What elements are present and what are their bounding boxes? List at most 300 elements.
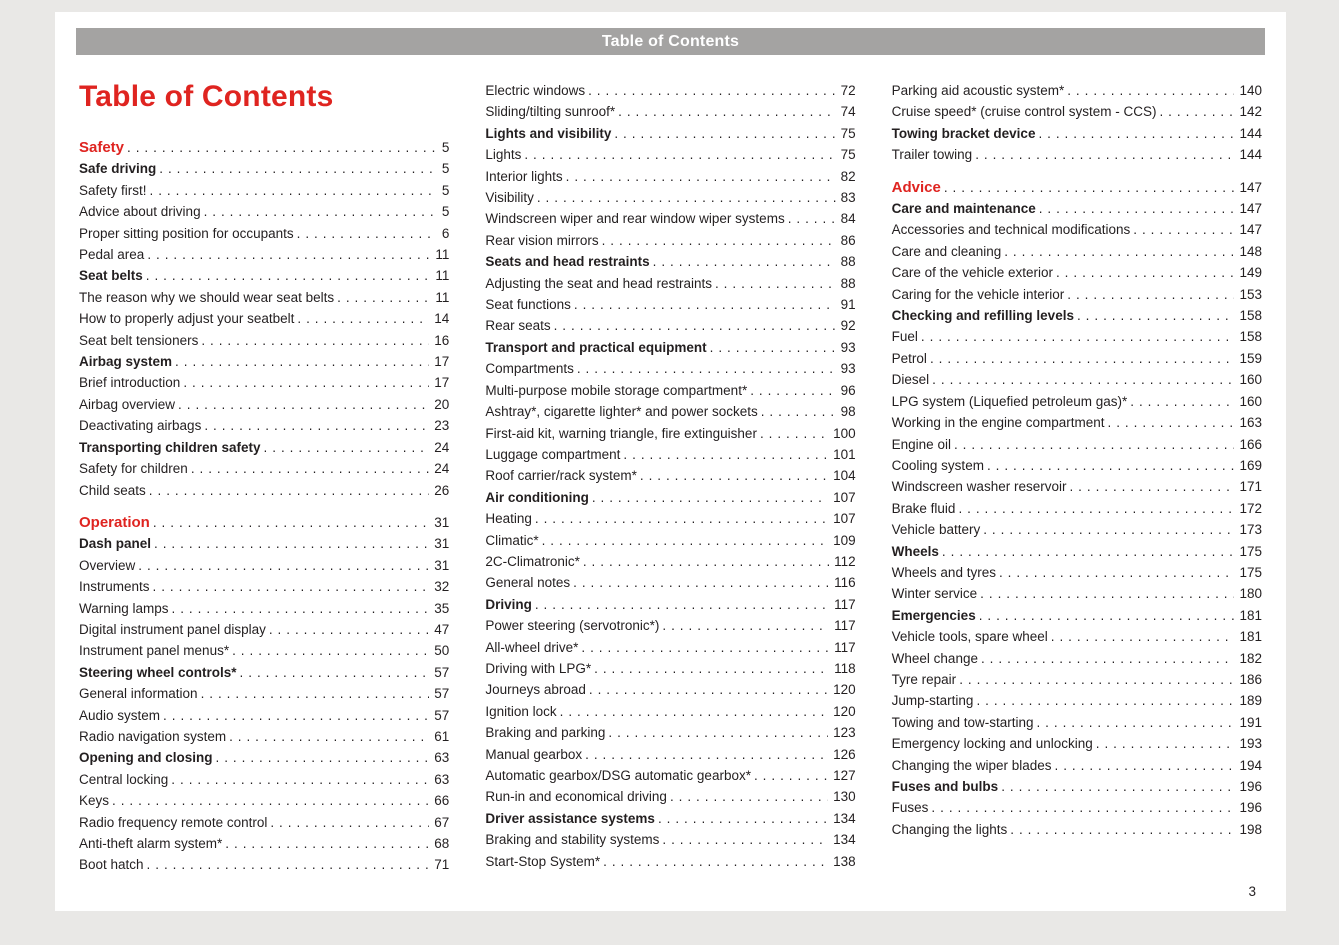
toc-entry-label: Seats and head restraints <box>485 254 650 270</box>
toc-entry-page: 32 <box>434 579 450 595</box>
dot-leader <box>618 101 835 122</box>
dot-leader <box>658 808 828 829</box>
toc-entry-row <box>892 369 1262 390</box>
toc-entry-row <box>79 747 449 768</box>
toc-entry-row <box>79 480 449 501</box>
dot-leader <box>183 372 429 393</box>
toc-entry-label: Cooling system <box>891 457 984 473</box>
toc-entry-label: Instrument panel menus* <box>79 643 230 659</box>
dot-leader <box>1010 819 1234 840</box>
toc-entry-row <box>79 180 449 201</box>
toc-entry-page: 91 <box>840 297 856 313</box>
dot-leader <box>623 444 828 465</box>
dot-leader <box>750 380 835 401</box>
toc-entry-row <box>892 797 1262 818</box>
toc-entry-row <box>892 262 1262 283</box>
document-page <box>55 12 1286 911</box>
toc-entry-label: Boot hatch <box>79 857 144 873</box>
toc-entry-row <box>79 533 449 554</box>
toc-entry-label: LPG system (Liquefied petroleum gas)* <box>891 393 1128 409</box>
toc-entry-row <box>79 598 449 619</box>
toc-column <box>485 80 855 876</box>
toc-entry-page: 181 <box>1239 629 1262 645</box>
toc-entry-row <box>485 701 855 722</box>
toc-entry-label: Keys <box>79 793 110 809</box>
toc-entry-page: 169 <box>1239 457 1262 473</box>
toc-entry-page: 11 <box>435 289 450 305</box>
toc-entry-label: Seat belt tensioners <box>79 332 199 348</box>
toc-entry-page: 63 <box>434 750 450 766</box>
toc-entry-label: Central locking <box>79 771 169 787</box>
toc-entry-row <box>79 833 449 854</box>
toc-entry-page: 118 <box>834 660 856 676</box>
toc-entry-row <box>892 348 1262 369</box>
toc-entry-row <box>485 208 855 229</box>
toc-entry-row <box>79 330 449 351</box>
dot-leader <box>153 512 429 533</box>
toc-column <box>892 80 1262 876</box>
toc-entry-row <box>485 423 855 444</box>
toc-entry-page: 75 <box>840 147 856 163</box>
toc-entry-page: 5 <box>441 140 450 155</box>
dot-leader <box>975 144 1234 165</box>
dot-leader <box>976 690 1234 711</box>
toc-entry-label: Windscreen wiper and rear window wiper systems <box>485 211 785 227</box>
toc-entry-label: Brake fluid <box>891 500 956 516</box>
dot-leader <box>592 487 828 508</box>
toc-entry-row <box>892 434 1262 455</box>
toc-entry-row <box>485 80 855 101</box>
dot-leader <box>204 415 429 436</box>
toc-entry-label: Towing bracket device <box>891 125 1036 141</box>
toc-entry-page: 107 <box>833 511 856 527</box>
toc-entry-row <box>892 541 1262 562</box>
toc-entry-label: Care and maintenance <box>891 201 1036 217</box>
toc-entry-row <box>79 372 449 393</box>
toc-entry-label: Changing the wiper blades <box>891 757 1052 773</box>
toc-entry-label: Dash panel <box>79 536 152 552</box>
toc-entry-row <box>485 380 855 401</box>
toc-entry-page: 172 <box>1239 500 1262 516</box>
dot-leader <box>147 244 430 265</box>
toc-entry-row <box>485 315 855 336</box>
toc-entry-label: The reason why we should wear seat belts <box>79 289 335 305</box>
toc-entry-row <box>485 658 855 679</box>
toc-entry-row <box>892 755 1262 776</box>
toc-entry-page: 127 <box>833 768 856 783</box>
toc-entry-page: 186 <box>1239 671 1262 687</box>
toc-entry-row <box>892 219 1262 240</box>
dot-leader <box>535 594 829 615</box>
toc-entry-page: 138 <box>833 853 856 869</box>
dot-leader <box>1038 123 1234 144</box>
toc-section-row <box>79 137 449 158</box>
toc-entry-label: Wheels <box>891 543 939 559</box>
toc-entry-page: 196 <box>1239 800 1262 816</box>
dot-leader <box>653 251 836 272</box>
toc-entry-page: 16 <box>434 332 450 348</box>
toc-entry-row <box>892 455 1262 476</box>
toc-entry-page: 88 <box>840 254 856 270</box>
toc-entry-page: 116 <box>834 575 856 591</box>
toc-entry-page: 196 <box>1239 779 1262 794</box>
toc-entry-row <box>79 458 449 479</box>
toc-entry-row <box>485 551 855 572</box>
toc-entry-label: Steering wheel controls* <box>79 664 237 680</box>
toc-entry-page: 140 <box>1239 83 1262 98</box>
dot-leader <box>1133 219 1234 240</box>
toc-entry-label: Pedal area <box>79 247 145 263</box>
dot-leader <box>931 797 1234 818</box>
page-title: Table of Contents <box>79 80 334 113</box>
toc-entry-page: 24 <box>434 461 450 477</box>
dot-leader <box>535 508 828 529</box>
toc-entry-row <box>892 198 1262 219</box>
toc-entry-page: 144 <box>1239 147 1262 163</box>
toc-entry-row <box>485 294 855 315</box>
toc-entry-label: 2C-Climatronic* <box>485 553 580 569</box>
dot-leader <box>524 144 835 165</box>
toc-entry-label: Tyre repair <box>891 671 957 687</box>
toc-entry-label: General information <box>79 686 198 702</box>
toc-entry-label: Deactivating airbags <box>79 418 202 434</box>
toc-entry-row <box>79 437 449 458</box>
toc-entry-label: Towing and tow-starting <box>891 714 1034 730</box>
toc-entry-row <box>485 508 855 529</box>
toc-entry-label: Roof carrier/rack system* <box>485 468 637 484</box>
toc-entry-page: 160 <box>1239 372 1262 388</box>
toc-entry-page: 173 <box>1239 522 1262 538</box>
dot-leader <box>147 854 430 875</box>
toc-entry-row <box>485 572 855 593</box>
toc-entry-row <box>485 594 855 615</box>
toc-entry-row <box>79 415 449 436</box>
dot-leader <box>958 498 1234 519</box>
dot-leader <box>297 308 429 329</box>
toc-entry-row <box>892 583 1262 604</box>
toc-entry-page: 5 <box>441 182 450 198</box>
toc-entry-label: Checking and refilling levels <box>891 308 1074 324</box>
toc-entry-label: Emergencies <box>891 607 976 623</box>
dot-leader <box>1130 391 1234 412</box>
toc-entry-row <box>79 576 449 597</box>
toc-entry-page: 47 <box>434 621 450 637</box>
toc-entry-label: First-aid kit, warning triangle, fire extinguisher <box>485 425 757 441</box>
toc-entry-page: 189 <box>1239 693 1262 709</box>
toc-entry-label: Brief introduction <box>79 375 181 391</box>
toc-entry-page: 134 <box>833 810 856 826</box>
toc-entry-label: Opening and closing <box>79 750 213 766</box>
dot-leader <box>163 705 429 726</box>
toc-entry-page: 117 <box>834 618 856 634</box>
toc-entry-label: Fuses and bulbs <box>891 779 999 794</box>
toc-entry-label: Braking and stability systems <box>485 832 660 848</box>
toc-entry-page: 31 <box>434 557 450 573</box>
toc-entry-label: General notes <box>485 575 571 591</box>
toc-entry-page: 6 <box>441 225 450 241</box>
page-header-bar <box>76 28 1265 55</box>
dot-leader <box>662 829 828 850</box>
toc-entry-page: 100 <box>833 425 856 441</box>
toc-entry-page: 159 <box>1239 350 1262 366</box>
toc-entry-row <box>79 265 449 286</box>
toc-entry-page: 5 <box>441 204 450 220</box>
dot-leader <box>154 533 429 554</box>
toc-entry-page: 67 <box>434 814 450 830</box>
toc-section-row <box>892 177 1262 198</box>
toc-entry-row <box>79 555 449 576</box>
toc-entry-label: Petrol <box>891 350 927 366</box>
toc-entry-page: 134 <box>833 832 856 848</box>
toc-entry-page: 158 <box>1239 308 1262 324</box>
dot-leader <box>1159 101 1234 122</box>
toc-entry-label: Operation <box>79 513 150 531</box>
toc-entry-page: 50 <box>434 643 450 659</box>
toc-entry-label: Transporting children safety <box>79 439 261 455</box>
toc-entry-page: 120 <box>833 703 856 719</box>
toc-entry-row <box>79 640 449 661</box>
toc-entry-label: Compartments <box>485 361 574 377</box>
dot-leader <box>537 187 836 208</box>
toc-entry-page: 5 <box>441 161 450 177</box>
dot-leader <box>942 541 1235 562</box>
toc-entry-label: Adjusting the seat and head restraints <box>485 275 712 291</box>
header-title: Table of Contents <box>601 32 740 50</box>
dot-leader <box>566 166 836 187</box>
dot-leader <box>159 158 437 179</box>
toc-entry-page: 23 <box>434 418 450 434</box>
toc-entry-label: Sliding/tilting sunroof* <box>485 104 616 120</box>
toc-entry-page: 126 <box>833 746 856 762</box>
dot-leader <box>760 423 828 444</box>
dot-leader <box>589 679 828 700</box>
toc-entry-row <box>892 776 1262 797</box>
dot-leader <box>232 640 429 661</box>
toc-entry-row <box>79 244 449 265</box>
toc-entry-label: Transport and practical equipment <box>485 339 707 355</box>
toc-entry-page: 130 <box>833 789 856 805</box>
dot-leader <box>191 458 429 479</box>
toc-entry-page: 171 <box>1239 479 1262 495</box>
toc-entry-row <box>485 637 855 658</box>
dot-leader <box>201 683 430 704</box>
toc-entry-page: 66 <box>434 793 450 809</box>
toc-entry-row <box>79 705 449 726</box>
toc-entry-page: 17 <box>434 354 450 370</box>
dot-leader <box>788 208 836 229</box>
toc-entry-page: 24 <box>434 439 450 455</box>
dot-leader <box>583 551 829 572</box>
toc-entry-row <box>892 305 1262 326</box>
dot-leader <box>138 555 429 576</box>
toc-entry-page: 198 <box>1239 821 1262 837</box>
dot-leader <box>959 669 1234 690</box>
toc-entry-row <box>79 769 449 790</box>
toc-entry-row <box>892 326 1262 347</box>
toc-entry-row <box>79 223 449 244</box>
toc-entry-label: Working in the engine compartment <box>891 415 1105 431</box>
dot-leader <box>201 330 429 351</box>
toc-entry-row <box>892 519 1262 540</box>
toc-entry-label: Safety first! <box>79 182 147 198</box>
toc-entry-page: 153 <box>1239 286 1262 302</box>
toc-entry-page: 31 <box>434 536 450 552</box>
toc-entry-page: 144 <box>1239 125 1262 141</box>
toc-entry-page: 93 <box>840 339 856 355</box>
toc-entry-label: Care of the vehicle exterior <box>891 265 1053 281</box>
toc-entry-row <box>892 498 1262 519</box>
toc-entry-row <box>79 201 449 222</box>
toc-entry-label: Diesel <box>891 372 930 388</box>
toc-entry-row <box>79 812 449 833</box>
toc-entry-page: 104 <box>833 468 856 484</box>
toc-entry-row <box>485 487 855 508</box>
toc-entry-page: 31 <box>434 514 450 530</box>
toc-entry-row <box>892 80 1262 101</box>
toc-entry-row <box>485 679 855 700</box>
dot-leader <box>710 337 836 358</box>
toc-entry-row <box>485 615 855 636</box>
toc-entry-page: 147 <box>1239 179 1262 195</box>
dot-leader <box>1055 755 1235 776</box>
toc-entry-label: Emergency locking and unlocking <box>891 736 1093 752</box>
dot-leader <box>149 480 430 501</box>
toc-entry-page: 120 <box>833 682 856 698</box>
dot-leader <box>1004 241 1234 262</box>
dot-leader <box>1108 412 1235 433</box>
toc-entry-page: 163 <box>1239 415 1262 431</box>
toc-entry-page: 26 <box>434 482 450 498</box>
toc-entry-label: Proper sitting position for occupants <box>79 225 294 241</box>
toc-entry-label: Radio navigation system <box>79 728 227 744</box>
dot-leader <box>581 637 829 658</box>
toc-entry-row <box>892 144 1262 165</box>
toc-entry-page: 88 <box>840 275 856 291</box>
toc-entry-label: Airbag system <box>79 354 173 370</box>
dot-leader <box>980 583 1234 604</box>
toc-entry-row <box>892 690 1262 711</box>
toc-entry-label: Driving <box>485 596 532 612</box>
toc-entry-label: Instruments <box>79 579 150 595</box>
toc-entry-row <box>485 530 855 551</box>
toc-entry-row <box>892 712 1262 733</box>
toc-entry-row <box>79 287 449 308</box>
toc-entry-row <box>892 562 1262 583</box>
toc-entry-page: 57 <box>434 686 450 702</box>
toc-entry-label: Manual gearbox <box>485 746 583 762</box>
toc-entry-row <box>79 619 449 640</box>
toc-entry-label: Advice about driving <box>79 204 201 220</box>
toc-entry-page: 123 <box>833 725 856 741</box>
toc-entry-page: 57 <box>434 707 450 723</box>
toc-entry-label: Vehicle tools, spare wheel <box>891 629 1048 645</box>
toc-entry-label: Overview <box>79 557 136 573</box>
toc-entry-row <box>485 829 855 850</box>
toc-entry-row <box>892 669 1262 690</box>
toc-entry-page: 83 <box>840 190 856 206</box>
toc-entry-label: Climatic* <box>485 532 539 548</box>
toc-entry-row <box>892 101 1262 122</box>
toc-entry-label: Driver assistance systems <box>485 810 655 826</box>
toc-entry-row <box>485 337 855 358</box>
toc-section-row <box>79 512 449 533</box>
toc-entry-row <box>892 123 1262 144</box>
dot-leader <box>944 177 1235 198</box>
toc-entry-label: Parking aid acoustic system* <box>891 83 1065 98</box>
toc-entry-row <box>79 308 449 329</box>
toc-entry-row <box>79 662 449 683</box>
toc-entry-row <box>79 683 449 704</box>
toc-entry-page: 148 <box>1239 243 1262 259</box>
toc-entry-label: Accessories and technical modifications <box>891 222 1131 238</box>
dot-leader <box>270 812 429 833</box>
toc-entry-label: Multi-purpose mobile storage compartment* <box>485 382 748 398</box>
dot-leader <box>1039 198 1235 219</box>
toc-entry-page: 149 <box>1239 265 1262 281</box>
toc-entry-page: 35 <box>434 600 450 616</box>
toc-entry-label: Fuses <box>891 800 929 816</box>
toc-entry-row <box>485 230 855 251</box>
dot-leader <box>987 455 1235 476</box>
toc-entry-label: Luggage compartment <box>485 446 621 462</box>
toc-entry-page: 57 <box>434 664 450 680</box>
toc-entry-label: Jump-starting <box>891 693 974 709</box>
toc-entry-row <box>485 851 855 872</box>
toc-entry-row <box>485 123 855 144</box>
toc-entry-label: Driving with LPG* <box>485 660 592 676</box>
toc-entry-label: Safety <box>79 139 125 156</box>
toc-entry-label: Air conditioning <box>485 489 589 505</box>
toc-entry-row <box>485 144 855 165</box>
toc-entry-page: 86 <box>840 232 856 248</box>
toc-entry-row <box>892 733 1262 754</box>
toc-entry-label: Anti-theft alarm system* <box>79 836 223 851</box>
toc-entry-page: 193 <box>1239 736 1262 752</box>
toc-entry-page: 147 <box>1239 201 1262 217</box>
toc-entry-row <box>79 158 449 179</box>
toc-entry-row <box>485 465 855 486</box>
dot-leader <box>127 137 437 158</box>
dot-leader <box>573 572 829 593</box>
toc-entry-row <box>485 744 855 765</box>
dot-leader <box>921 326 1235 347</box>
toc-entry-label: Ashtray*, cigarette lighter* and power sockets <box>485 404 758 420</box>
toc-entry-row <box>892 391 1262 412</box>
toc-entry-page: 74 <box>840 104 856 120</box>
toc-entry-label: Airbag overview <box>79 396 176 412</box>
dot-leader <box>979 605 1235 626</box>
toc-entry-label: Engine oil <box>891 436 951 452</box>
dot-leader <box>585 744 828 765</box>
toc-entry-row <box>892 284 1262 305</box>
toc-content <box>76 55 1265 876</box>
toc-entry-row <box>79 790 449 811</box>
toc-entry-page: 182 <box>1239 650 1262 666</box>
dot-leader <box>225 833 429 854</box>
toc-entry-page: 160 <box>1239 393 1262 409</box>
toc-entry-page: 96 <box>840 382 856 398</box>
toc-entry-label: Electric windows <box>485 83 586 98</box>
toc-entry-label: Fuel <box>891 329 918 345</box>
toc-entry-page: 93 <box>840 361 856 377</box>
dot-leader <box>178 394 429 415</box>
toc-entry-page: 20 <box>434 396 450 412</box>
toc-entry-page: 75 <box>840 125 856 141</box>
toc-entry-row <box>485 722 855 743</box>
toc-entry-label: Ignition lock <box>485 703 557 719</box>
dot-leader <box>264 437 430 458</box>
dot-leader <box>588 80 836 101</box>
